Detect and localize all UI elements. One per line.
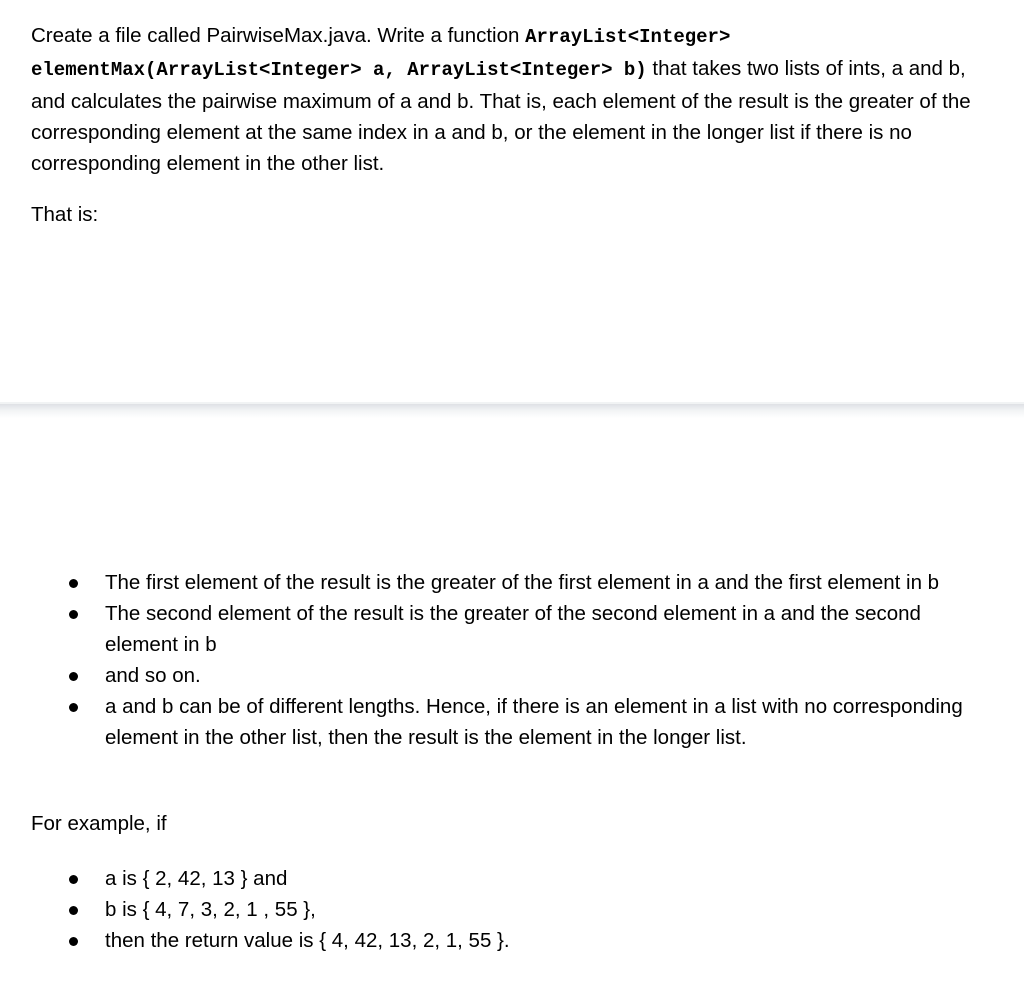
function-signature-code: elementMax(ArrayList<Integer> a, ArrayList<Integer> b) xyxy=(31,59,647,81)
rule-text: a and b can be of different lengths. Hence, if there is an element in a list with no corresponding element in the other list, then the result is the element in the longer list. xyxy=(105,695,963,749)
bullet-icon xyxy=(69,937,78,946)
example-text: then the return value is { 4, 42, 13, 2, 1, 55 }. xyxy=(105,929,510,952)
rule-text: The second element of the result is the greater of the second element in a and the second element in b xyxy=(105,602,921,656)
return-type-code: ArrayList<Integer> xyxy=(525,26,731,48)
list-item xyxy=(0,863,1024,894)
for-example-label: For example, if xyxy=(31,812,167,835)
bullet-icon xyxy=(69,579,78,588)
list-item xyxy=(0,598,1024,660)
bullet-icon xyxy=(69,672,78,681)
bullet-icon xyxy=(69,703,78,712)
list-item xyxy=(0,691,1024,753)
bullet-icon xyxy=(69,875,78,884)
page-break xyxy=(0,404,1024,418)
rules-list xyxy=(0,567,1024,753)
rule-text: The first element of the result is the greater of the first element in a and the first element in b xyxy=(105,571,940,594)
bullet-icon xyxy=(69,610,78,619)
example-text: a is { 2, 42, 13 } and xyxy=(105,867,288,890)
intro-text-part-1: Create a file called PairwiseMax.java. Write a function xyxy=(31,24,526,47)
intro-text xyxy=(31,20,991,179)
example-text: b is { 4, 7, 3, 2, 1 , 55 }, xyxy=(105,898,316,921)
list-item xyxy=(0,925,1024,956)
intro-paragraph xyxy=(31,20,991,179)
bullet-icon xyxy=(69,906,78,915)
list-item xyxy=(0,660,1024,691)
examples-list xyxy=(0,863,1024,956)
that-is-label: That is: xyxy=(31,203,99,226)
list-item xyxy=(0,567,1024,598)
rule-text: and so on. xyxy=(105,664,201,687)
list-item xyxy=(0,894,1024,925)
intro-text-part-2: that takes two lists of ints, a and b, and calculates the pairwise maximum of a and b. That is, each element of the result is the greater of the corresponding element at the same index in a and b, or the element in the longer list if there is no corresponding element in the other list. xyxy=(31,57,971,175)
